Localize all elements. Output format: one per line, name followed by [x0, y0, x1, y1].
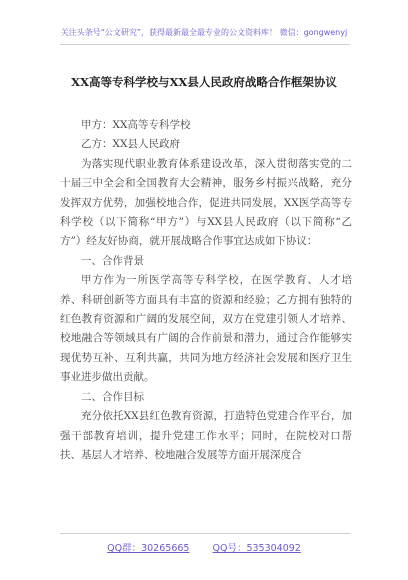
- party-b: 乙方：XX县人民政府: [81, 138, 180, 151]
- section-heading-goals: 二、合作目标: [81, 390, 144, 403]
- header-note: 关注头条号“公文研究”，获得最新最全最专业的公文资料库！ 微信：gongwenyj: [60, 28, 348, 37]
- document-title: XX高等专科学校与XX县人民政府战略合作框架协议: [71, 75, 337, 89]
- preamble-paragraph: 为落实现代职业教育体系建设改革，深入贯彻落实党的二十届三中全会和全国教育大会精神，服务乡村振兴战略，充分发挥双方优势，加强校地合作，促进共同发展，XX医学高等专科学校（以下简称“甲方”）与XX县人民政府（以下简称“乙方”）经友好协商，就开展战略合作事宜达成如下协议：: [60, 157, 352, 248]
- qq-number-link[interactable]: QQ号：535304092: [212, 543, 301, 554]
- goals-paragraph: 充分依托XX县红色教育资源，打造特色党建合作平台，加强干部教育培训，提升党建工作水平；同时，在院校对口帮扶、基层人才培养、校地融合发展等方面开展深度合: [60, 410, 352, 461]
- background-paragraph: 甲方作为一所医学高等专科学校，在医学教育、人才培养、科研创新等方面具有丰富的资源和经验；乙方拥有独特的红色教育资源和广阔的发展空间，双方在党建引领人才培养、校地融合等领域具有广阔的合作前景和潜力，通过合作能够实现优势互补、互利共赢，共同为地方经济社会发展和医疗卫生事业进步做出贡献。: [60, 274, 352, 384]
- header-divider: [60, 44, 350, 45]
- footer-divider: [60, 533, 350, 534]
- section-heading-background: 一、合作背景: [81, 254, 144, 267]
- footer-contact: [0, 540, 408, 554]
- document-body: [60, 116, 352, 465]
- party-a: 甲方：XX高等专科学校: [81, 119, 191, 131]
- qq-group-link[interactable]: QQ群：30265665: [107, 543, 190, 554]
